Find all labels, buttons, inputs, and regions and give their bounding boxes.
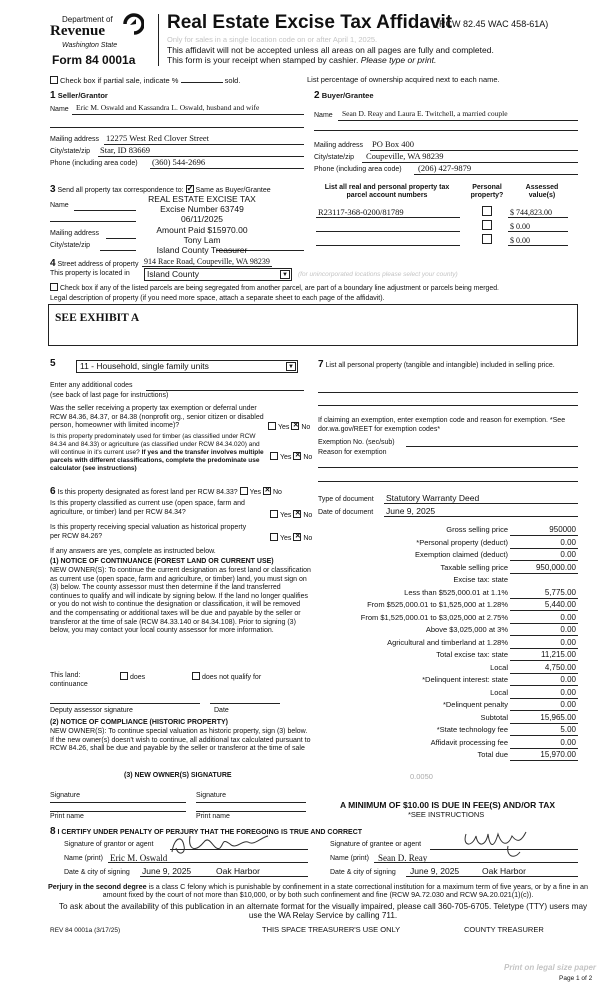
calc-value[interactable]: 5,440.00	[544, 600, 576, 609]
stamp-line: REAL ESTATE EXCISE TAX	[148, 194, 256, 204]
calc-label: Gross selling price	[446, 525, 508, 534]
notice2-title: (2) NOTICE OF COMPLIANCE (HISTORIC PROPERTY)	[50, 719, 228, 726]
header-divider	[158, 14, 159, 66]
calc-label: *Personal property (deduct)	[416, 537, 508, 547]
yes-checkbox[interactable]	[268, 422, 276, 430]
grantor-signature-label: Signature of grantor or agent	[64, 841, 154, 848]
doc-type[interactable]: Statutory Warranty Deed	[386, 493, 480, 503]
minimum-notice: A MINIMUM OF $10.00 IS DUE IN FEE(S) AND/OR TAX	[340, 800, 556, 810]
no-checkbox[interactable]	[263, 487, 271, 495]
grantee-signature	[460, 826, 540, 862]
grantee-name-label: Name (print)	[330, 855, 369, 862]
calc-value[interactable]: 0.00	[560, 537, 576, 547]
reason-label: Reason for exemption	[318, 449, 387, 456]
legal-description-box[interactable]	[48, 304, 578, 346]
revision-label: REV 84 0001a (3/17/25)	[50, 927, 121, 934]
sec6-q2: Is this property classified as current use (open space, farm and agriculture, or timber) land per RCW 84.34?	[50, 500, 245, 516]
legal-desc-label: Legal description of property (if you need more space, attach a separate sheet to each page of the affidavit).	[50, 295, 385, 302]
grantee-signature-label: Signature of grantee or agent	[330, 841, 422, 848]
calc-label: Excise tax: state	[453, 575, 508, 584]
yes-checkbox[interactable]	[270, 533, 278, 541]
located-label: This property is located in	[50, 270, 130, 277]
calc-label: Local	[490, 662, 508, 672]
buyer-phone-label: Phone (including area code)	[314, 166, 402, 173]
sec5-number: 5	[50, 358, 56, 369]
yes-checkbox[interactable]	[270, 510, 278, 518]
doc-date[interactable]: June 9, 2025	[386, 506, 436, 516]
sec6-q1: 6 Is this property designated as forest land per RCW 84.33? Yes ✕ No	[50, 486, 282, 498]
calc-label: From $1,525,000.01 to $3,025,000 at 2.75%	[360, 612, 508, 622]
calc-value[interactable]: 0.00	[560, 550, 576, 559]
unincorporated-note: (for unincorporated locations please select your county)	[298, 271, 458, 278]
doc-date-label: Date of document	[318, 509, 374, 516]
state-label: Washington State	[62, 42, 118, 49]
calc-value[interactable]: 0.00	[560, 675, 576, 684]
same-as-buyer-checkbox[interactable]	[186, 185, 194, 193]
partial-sale-checkbox[interactable]	[50, 76, 58, 84]
treasurer-use-only: THIS SPACE TREASURER'S USE ONLY	[262, 925, 401, 934]
grantee-name[interactable]: Sean D. Reay	[378, 853, 428, 863]
calc-label: Exemption claimed (deduct)	[415, 550, 508, 559]
personal-property-checkbox[interactable]	[482, 206, 492, 216]
seller-city[interactable]: Star, ID 83669	[100, 145, 150, 155]
additional-codes-label: Enter any additional codes	[50, 382, 133, 389]
seller-name-label: Name	[50, 106, 69, 113]
no-checkbox[interactable]	[293, 533, 301, 541]
stamp-line: 06/11/2025	[181, 214, 223, 225]
sec3-mail-label: Mailing address	[50, 230, 100, 237]
certify-heading: 8 I CERTIFY UNDER PENALTY OF PERJURY THAT THE FOREGOING IS TRUE AND CORRECT	[50, 826, 363, 837]
doc-type-label: Type of document	[318, 496, 374, 503]
notice1-body: NEW OWNER(S): To continue the current designation as forest land or classification as current use (open space, farm and agriculture, or timber) land, you must sign on (3) below. The county assessor must then determine if the land transferred continues to qualify and will indicate by signing below. If the land no longer qualifies or you do not wish to continue the designation or classification, it will be removed and the compensating or additional taxes will be due and payable by the seller or transferor at the time of sale (RCW 84.33.140 or 84.34.108). Prior to signing (3) below, you may contact your local county assessor for more information.	[50, 567, 311, 635]
segregated-row: Check box if any of the listed parcels are being segregated from another parcel, are part of a boundary line adjustment or parcels being merged.	[50, 283, 499, 293]
no-checkbox[interactable]	[291, 422, 299, 430]
this-land-label: This land:	[50, 672, 81, 679]
grantor-date[interactable]: June 9, 2025	[142, 866, 192, 876]
buyer-mail[interactable]: PO Box 400	[372, 139, 415, 149]
exemption-note: If claiming an exemption, enter exemption code and reason for exemption. *See dor.wa.gov/REET for exemption codes*	[318, 417, 566, 433]
does-not-checkbox[interactable]	[192, 672, 200, 680]
buyer-name-label: Name	[314, 112, 333, 119]
assessed-value[interactable]: $ 744,823.00	[510, 208, 552, 217]
page-number: Page 1 of 2	[559, 975, 593, 982]
no-checkbox[interactable]	[293, 452, 301, 460]
calc-label: Agricultural and timberland at 1.28%	[387, 637, 508, 647]
ownership-note: List percentage of ownership acquired next to each name.	[307, 75, 500, 84]
owner-signature-label: Signature	[50, 792, 80, 799]
dept-label: Department of	[62, 15, 113, 24]
seller-phone-label: Phone (including area code)	[50, 160, 138, 167]
grantor-date-label: Date & city of signing	[64, 869, 130, 876]
sec6-q3-answer: Yes ✕ No	[270, 533, 312, 543]
parcel-number[interactable]: R23117-368-0200/81789	[318, 207, 404, 217]
no-checkbox[interactable]	[293, 510, 301, 518]
grantor-name-label: Name (print)	[64, 855, 103, 862]
notice3-title: (3) NEW OWNER(S) SIGNATURE	[124, 772, 232, 779]
calc-value[interactable]: 11,215.00	[541, 650, 576, 659]
deputy-date-label: Date	[214, 707, 229, 714]
chevron-down-icon: ▼	[286, 362, 296, 371]
seller-mail-label: Mailing address	[50, 136, 100, 143]
calc-label: Taxable selling price	[440, 562, 508, 572]
stamp-line: Island County Treasurer	[156, 245, 248, 256]
calc-value[interactable]: 0.00	[560, 700, 576, 709]
exhibit-text: SEE EXHIBIT A	[55, 312, 140, 324]
seller-name[interactable]: Eric M. Oswald and Kassandra L. Oswald, husband and wife	[76, 103, 260, 112]
county-treasurer: COUNTY TREASURER	[464, 925, 544, 934]
continuance-label: continuance	[50, 681, 88, 688]
perjury-notice: Perjury in the second degree is a class C felony which is punishable by confinement in a state correctional institution for a maximum term of five years, or by a fine in an amount fixed by the court of not more than $10,000, or by both such confinement and fine (RCW 9A.72.030 and RCW 9A.20.021(1)(c)).	[47, 882, 589, 900]
calc-label: From $525,000.01 to $1,525,000 at 1.28%	[367, 600, 508, 609]
statute-ref: (RCW 82.45 WAC 458-61A)	[436, 19, 549, 29]
sec3-city-label: City/state/zip	[50, 242, 91, 249]
stamp-line: Excise Number 63749	[160, 204, 244, 215]
calc-value[interactable]: 0.00	[560, 612, 576, 622]
owner-print-label: Print name	[50, 813, 84, 820]
grantee-city[interactable]: Oak Harbor	[482, 866, 526, 876]
revenue-wordmark: Revenue	[50, 23, 105, 39]
calc-label: Total due	[477, 750, 508, 759]
calc-value[interactable]: 950000	[549, 525, 576, 534]
alt-format-notice: To ask about the availability of this publication in an alternate format for the visually impaired, please call 360-705-6705. Teletype (TTY) users may use the WA Relay Service by calling 711.	[58, 902, 588, 921]
calc-value[interactable]: 5.00	[560, 725, 576, 734]
sec5-q2-answer: Yes ✕ No	[270, 452, 312, 462]
calc-value[interactable]: 0.00	[560, 637, 576, 647]
calc-label: Above $3,025,000 at 3%	[425, 625, 508, 634]
notice1-title: (1) NOTICE OF CONTINUANCE (FOREST LAND OR CURRENT USE)	[50, 558, 274, 565]
calc-label: Total excise tax: state	[436, 650, 508, 659]
yes-checkbox[interactable]	[270, 452, 278, 460]
assessed-value[interactable]: $ 0.00	[510, 222, 530, 231]
county-select[interactable]: Island County ▼	[144, 268, 292, 281]
property-address[interactable]: 914 Race Road, Coupeville, WA 98239	[144, 257, 270, 266]
buyer-heading: 2 Buyer/Grantee	[314, 90, 374, 101]
form-number: Form 84 0001a	[52, 53, 136, 67]
legal-size-note: Print on legal size paper	[504, 963, 597, 972]
see-back-note: (see back of last page for instructions)	[50, 392, 169, 399]
sec6-q2-answer: Yes ✕ No	[270, 510, 312, 520]
assessed-value[interactable]: $ 0.00	[510, 236, 530, 245]
owner-print-label: Print name	[196, 813, 230, 820]
faded-note: Only for sales in a single location code on or after April 1, 2025.	[167, 35, 378, 44]
page-title: Real Estate Excise Tax Affidavit	[167, 12, 453, 33]
parcel-header: List all real and personal property tax parcel account numbers	[324, 184, 450, 200]
sec6-q3: Is this property receiving special valuation as historical property per RCW 84.26?	[50, 524, 247, 540]
grantor-signature	[164, 828, 284, 860]
grantee-date-label: Date & city of signing	[330, 869, 396, 876]
calc-value[interactable]: 950,000.00	[535, 562, 576, 572]
calc-label: *State technology fee	[436, 725, 508, 734]
stamp-line: Amount Paid $15970.00	[156, 224, 248, 235]
calc-label: Local	[490, 687, 508, 697]
calc-label: Less than $525,000.01 at 1.1%	[404, 587, 508, 597]
seller-city-label: City/state/zip	[50, 148, 91, 155]
sec5-q1-answer: Yes ✕ No	[268, 422, 310, 432]
land-use-code-select[interactable]: 11 - Household, single family units ▼	[76, 360, 298, 373]
header-line-2: This form is your receipt when stamped by cashier. Please type or print.	[167, 55, 437, 65]
calc-value[interactable]: 5,775.00	[544, 587, 576, 597]
personal-property-checkbox[interactable]	[482, 220, 492, 230]
calc-label: *Delinquent penalty	[442, 700, 508, 709]
local-rate: 0.0050	[410, 772, 433, 781]
partial-sale-row: Check box if partial sale, indicate % sold.	[50, 76, 240, 86]
exemption-no-label: Exemption No. (sec/sub)	[318, 439, 395, 446]
calc-label: *Delinquent interest: state	[422, 675, 508, 684]
sec3-heading: 3 Send all property tax correspondence to: ✓ Same as Buyer/Grantee	[50, 184, 271, 196]
does-option: does	[120, 672, 145, 682]
calc-value[interactable]: 0.00	[560, 737, 576, 747]
sec6-note: If any answers are yes, complete as instructed below.	[50, 548, 216, 555]
assessed-header: Assessed value(s)	[525, 184, 559, 200]
sec3-name-label: Name	[50, 202, 69, 209]
seller-heading: 1 Seller/Grantor	[50, 90, 108, 101]
yes-checkbox[interactable]	[240, 487, 248, 495]
chevron-down-icon: ▼	[280, 270, 290, 279]
grantor-city[interactable]: Oak Harbor	[216, 866, 260, 876]
calc-label: Affidavit processing fee	[430, 737, 508, 747]
calc-value[interactable]: 15,970.00	[540, 750, 576, 759]
grantee-date[interactable]: June 9, 2025	[410, 866, 460, 876]
calc-label: Subtotal	[480, 712, 508, 722]
personal-property-checkbox[interactable]	[482, 234, 492, 244]
does-checkbox[interactable]	[120, 672, 128, 680]
calc-value[interactable]: 15,965.00	[540, 712, 576, 722]
seller-mail[interactable]: 12275 West Red Clover Street	[106, 133, 210, 143]
buyer-city-label: City/state/zip	[314, 154, 355, 161]
notice2-body: NEW OWNER(S): To continue special valuation as historic property, sign (3) below. If the new owner(s) doesn't wish to continue, all additional tax calculated pursuant to RCW 84.26, shall be due and payable by the seller or transferor at the time of sale	[50, 728, 311, 753]
deputy-signature-label: Deputy assessor signature	[50, 707, 133, 714]
see-instructions: *SEE INSTRUCTIONS	[408, 810, 485, 819]
seller-phone[interactable]: (360) 544-2696	[152, 157, 206, 167]
buyer-city[interactable]: Coupeville, WA 98239	[366, 151, 444, 161]
stamp-line: Tony Lam	[183, 234, 221, 245]
calc-value[interactable]: 0.00	[560, 687, 576, 697]
sec5-q1: Was the seller receiving a property tax exemption or deferral under RCW 84.36, 84.37, or 84.38 (nonprofit org., senior citizen or disabled person, homeowner with limited income)?	[50, 405, 264, 429]
personal-header: Personal property?	[470, 184, 504, 200]
treasurer-stamp	[137, 194, 267, 255]
does-not-option: does not qualify for	[192, 672, 261, 682]
buyer-name[interactable]: Sean D. Reay and Laura E. Twitchell, a married couple	[342, 109, 508, 118]
calc-value[interactable]: 0.00	[560, 625, 576, 634]
grantor-name[interactable]: Eric M. Oswald	[110, 853, 168, 863]
buyer-phone[interactable]: (206) 427-9879	[418, 163, 472, 173]
dor-logo	[50, 12, 160, 52]
segregated-checkbox[interactable]	[50, 283, 58, 291]
header-line-1: This affidavit will not be accepted unless all areas on all pages are fully and completed.	[167, 45, 494, 55]
owner-signature-label: Signature	[196, 792, 226, 799]
sec7-heading: 7 List all personal property (tangible and intangible) included in selling price.	[318, 359, 555, 370]
sec4-heading: 4 Street address of property	[50, 258, 139, 269]
sec5-q2: Is this property predominately used for timber (as classified under RCW 84.34 and 84.33) or agriculture (as classified under RCW 84.34.020) and will continue in it's current use? If yes and the transfer involves multiple parcels with different classifications, complete the predominate use calculator (see instructions)	[50, 433, 264, 472]
calc-value[interactable]: 4,750.00	[544, 662, 576, 672]
buyer-mail-label: Mailing address	[314, 142, 364, 149]
dor-logo-mark	[122, 12, 144, 36]
